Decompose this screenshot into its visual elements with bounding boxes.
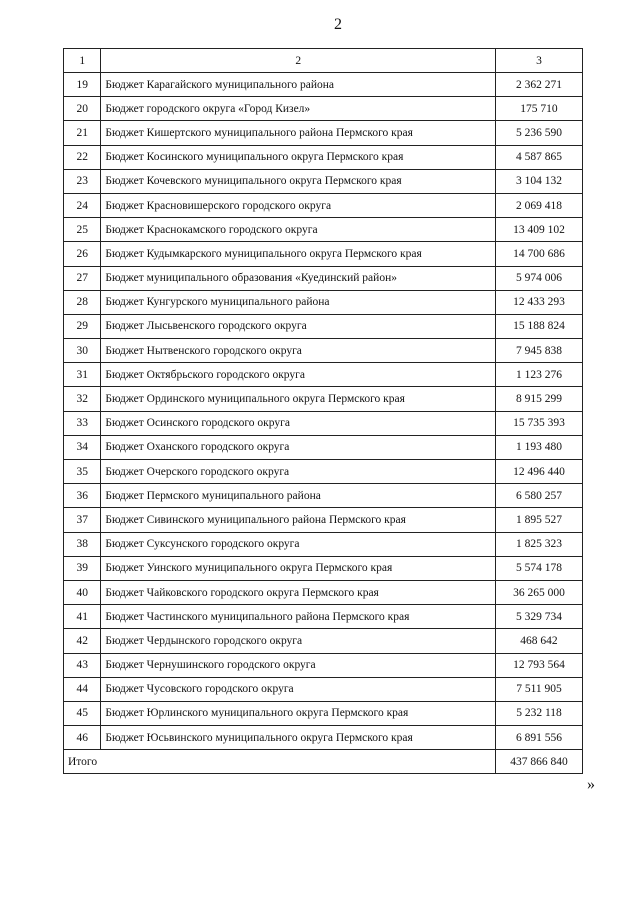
table-row [64,193,583,217]
row-name-cell: Бюджет Кунгурского муниципального района [101,290,496,314]
row-amount-cell: 1 123 276 [495,363,582,387]
row-number-cell: 36 [64,484,101,508]
row-name-cell: Бюджет Частинского муниципального района Пермского края [101,605,496,629]
table-total-row [64,750,583,774]
row-name-cell: Бюджет Пермского муниципального района [101,484,496,508]
row-amount-cell: 36 265 000 [495,580,582,604]
table-row [64,266,583,290]
row-name-cell: Бюджет Кудымкарского муниципального округа Пермского края [101,242,496,266]
row-amount-cell: 13 409 102 [495,218,582,242]
row-amount-cell: 15 188 824 [495,314,582,338]
page-number: 2 [334,16,342,33]
table-row [64,508,583,532]
row-number-cell: 22 [64,145,101,169]
row-number-cell: 21 [64,121,101,145]
table-row [64,73,583,97]
table-row [64,121,583,145]
row-amount-cell: 12 433 293 [495,290,582,314]
row-number-cell: 38 [64,532,101,556]
row-amount-cell: 4 587 865 [495,145,582,169]
row-number-cell: 44 [64,677,101,701]
row-name-cell: Бюджет Лысьвенского городского округа [101,314,496,338]
table-row [64,411,583,435]
row-number-cell: 24 [64,193,101,217]
row-amount-cell: 6 580 257 [495,484,582,508]
row-number-cell: 42 [64,629,101,653]
row-amount-cell: 468 642 [495,629,582,653]
row-number-cell: 26 [64,242,101,266]
row-name-cell: Бюджет Кочевского муниципального округа Пермского края [101,169,496,193]
row-amount-cell: 3 104 132 [495,169,582,193]
row-name-cell: Бюджет Оханского городского округа [101,435,496,459]
row-amount-cell: 6 891 556 [495,726,582,750]
row-name-cell: Бюджет Уинского муниципального округа Пермского края [101,556,496,580]
row-amount-cell: 5 232 118 [495,701,582,725]
row-number-cell: 27 [64,266,101,290]
row-name-cell: Бюджет Краснокамского городского округа [101,218,496,242]
total-label-cell: Итого [64,750,496,774]
table-row [64,653,583,677]
row-amount-cell: 7 945 838 [495,339,582,363]
row-amount-cell: 5 974 006 [495,266,582,290]
table-row [64,290,583,314]
table-row [64,532,583,556]
table-row [64,435,583,459]
budget-table [63,48,583,774]
table-row [64,242,583,266]
row-name-cell: Бюджет Чайковского городского округа Пермского края [101,580,496,604]
row-number-cell: 40 [64,580,101,604]
row-name-cell: Бюджет Красновишерского городского округа [101,193,496,217]
row-name-cell: Бюджет Ординского муниципального округа Пермского края [101,387,496,411]
column-header-name: 2 [101,49,496,73]
row-number-cell: 32 [64,387,101,411]
row-number-cell: 46 [64,726,101,750]
row-amount-cell: 5 329 734 [495,605,582,629]
row-amount-cell: 8 915 299 [495,387,582,411]
row-name-cell: Бюджет Суксунского городского округа [101,532,496,556]
table-row [64,145,583,169]
row-number-cell: 29 [64,314,101,338]
table-header-row [64,49,583,73]
table-row [64,726,583,750]
row-number-cell: 37 [64,508,101,532]
row-amount-cell: 12 496 440 [495,460,582,484]
table-row [64,218,583,242]
column-header-amount: 3 [495,49,582,73]
table-row [64,629,583,653]
row-number-cell: 23 [64,169,101,193]
table-row [64,677,583,701]
table-row [64,339,583,363]
row-amount-cell: 1 825 323 [495,532,582,556]
table-row [64,605,583,629]
row-amount-cell: 5 574 178 [495,556,582,580]
row-name-cell: Бюджет Октябрьского городского округа [101,363,496,387]
row-name-cell: Бюджет Карагайского муниципального района [101,73,496,97]
closing-quote: » [587,776,595,793]
table-row [64,97,583,121]
table-row [64,387,583,411]
row-name-cell: Бюджет городского округа «Город Кизел» [101,97,496,121]
row-number-cell: 28 [64,290,101,314]
row-amount-cell: 12 793 564 [495,653,582,677]
row-number-cell: 45 [64,701,101,725]
row-number-cell: 34 [64,435,101,459]
table-row [64,556,583,580]
row-number-cell: 41 [64,605,101,629]
row-name-cell: Бюджет Юсьвинского муниципального округа Пермского края [101,726,496,750]
column-header-number: 1 [64,49,101,73]
row-number-cell: 33 [64,411,101,435]
table-row [64,580,583,604]
row-amount-cell: 5 236 590 [495,121,582,145]
row-amount-cell: 1 895 527 [495,508,582,532]
row-amount-cell: 14 700 686 [495,242,582,266]
row-name-cell: Бюджет Юрлинского муниципального округа Пермского края [101,701,496,725]
table-row [64,460,583,484]
row-amount-cell: 1 193 480 [495,435,582,459]
row-number-cell: 43 [64,653,101,677]
row-name-cell: Бюджет Кишертского муниципального района Пермского края [101,121,496,145]
row-number-cell: 39 [64,556,101,580]
row-name-cell: Бюджет Очерского городского округа [101,460,496,484]
row-number-cell: 35 [64,460,101,484]
row-name-cell: Бюджет Косинского муниципального округа Пермского края [101,145,496,169]
budget-table-body [64,49,583,774]
total-amount-cell: 437 866 840 [495,750,582,774]
row-amount-cell: 15 735 393 [495,411,582,435]
row-name-cell: Бюджет Чердынского городского округа [101,629,496,653]
row-number-cell: 19 [64,73,101,97]
row-amount-cell: 175 710 [495,97,582,121]
row-name-cell: Бюджет Нытвенского городского округа [101,339,496,363]
table-row [64,363,583,387]
row-amount-cell: 7 511 905 [495,677,582,701]
row-name-cell: Бюджет Чернушинского городского округа [101,653,496,677]
table-row [64,484,583,508]
row-name-cell: Бюджет Чусовского городского округа [101,677,496,701]
row-number-cell: 25 [64,218,101,242]
row-name-cell: Бюджет Сивинского муниципального района Пермского края [101,508,496,532]
table-row [64,314,583,338]
row-name-cell: Бюджет Осинского городского округа [101,411,496,435]
row-amount-cell: 2 069 418 [495,193,582,217]
row-number-cell: 30 [64,339,101,363]
row-amount-cell: 2 362 271 [495,73,582,97]
row-number-cell: 20 [64,97,101,121]
row-number-cell: 31 [64,363,101,387]
row-name-cell: Бюджет муниципального образования «Куединский район» [101,266,496,290]
table-row [64,701,583,725]
table-row [64,169,583,193]
